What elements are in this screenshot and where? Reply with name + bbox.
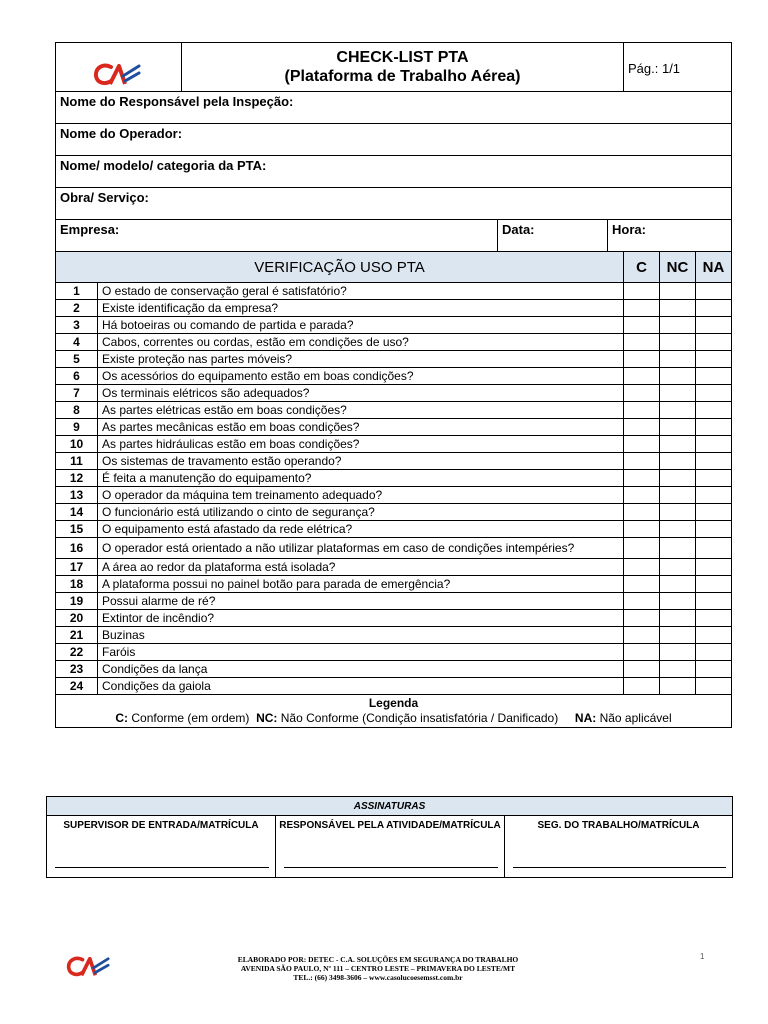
checkbox-nc[interactable]: [660, 661, 696, 678]
table-row: [56, 559, 732, 576]
checkbox-nc[interactable]: [660, 436, 696, 453]
item-question: As partes hidráulicas estão em boas condições?: [98, 436, 624, 453]
checklist-table: [55, 42, 732, 728]
signature-line: [513, 867, 726, 868]
item-number: 14: [56, 504, 98, 521]
checkbox-na[interactable]: [696, 644, 732, 661]
legend-c-key: C:: [115, 711, 129, 725]
obra-field[interactable]: Obra/ Serviço:: [56, 188, 732, 220]
table-row: [56, 368, 732, 385]
footer-line-1: ELABORADO POR: DETEC - C.A. SOLUÇÕES EM SEGURANÇA DO TRABALHO: [237, 955, 519, 964]
item-number: 15: [56, 521, 98, 538]
checkbox-c[interactable]: [624, 368, 660, 385]
checkbox-na[interactable]: [696, 334, 732, 351]
item-question: Extintor de incêndio?: [98, 610, 624, 627]
item-number: 21: [56, 627, 98, 644]
data-field[interactable]: Data:: [498, 220, 608, 252]
table-row: [56, 644, 732, 661]
item-number: 5: [56, 351, 98, 368]
title-line-1: CHECK-LIST PTA: [336, 49, 469, 66]
checkbox-na[interactable]: [696, 538, 732, 559]
table-row: [56, 521, 732, 538]
item-question: Buzinas: [98, 627, 624, 644]
table-row: [56, 538, 732, 559]
table-row: [56, 487, 732, 504]
checkbox-nc[interactable]: [660, 402, 696, 419]
table-row: [56, 627, 732, 644]
footer: [190, 955, 566, 982]
checkbox-na[interactable]: [696, 385, 732, 402]
table-row: [56, 610, 732, 627]
checkbox-c[interactable]: [624, 487, 660, 504]
col-header-nc: NC: [660, 252, 696, 283]
checkbox-nc[interactable]: [660, 576, 696, 593]
table-row: [56, 351, 732, 368]
signatures-table: [46, 796, 733, 878]
checkbox-na[interactable]: [696, 576, 732, 593]
legend-nc-text: Não Conforme (Condição insatisfatória / Danificado): [280, 711, 559, 725]
item-number: 18: [56, 576, 98, 593]
checkbox-c[interactable]: [624, 610, 660, 627]
document-title: [182, 43, 624, 92]
table-row: [56, 300, 732, 317]
checkbox-nc[interactable]: [660, 368, 696, 385]
checkbox-c[interactable]: [624, 385, 660, 402]
signature-supervisor[interactable]: [47, 816, 276, 878]
legend-text: [60, 711, 727, 726]
checkbox-nc[interactable]: [660, 678, 696, 695]
checkbox-c[interactable]: [624, 627, 660, 644]
legend-na-text: Não aplicável: [599, 711, 672, 725]
item-question: A plataforma possui no painel botão para parada de emergência?: [98, 576, 624, 593]
signature-line: [284, 867, 498, 868]
checkbox-nc[interactable]: [660, 538, 696, 559]
checkbox-c[interactable]: [624, 644, 660, 661]
table-row: [56, 453, 732, 470]
item-number: 22: [56, 644, 98, 661]
table-row: [56, 385, 732, 402]
item-number: 20: [56, 610, 98, 627]
checkbox-nc[interactable]: [660, 644, 696, 661]
item-question: Existe proteção nas partes móveis?: [98, 351, 624, 368]
item-question: Possui alarme de ré?: [98, 593, 624, 610]
checkbox-na[interactable]: [696, 351, 732, 368]
checkbox-c[interactable]: [624, 538, 660, 559]
item-number: 4: [56, 334, 98, 351]
checkbox-nc[interactable]: [660, 593, 696, 610]
checklist-items: [56, 283, 732, 695]
item-number: 7: [56, 385, 98, 402]
item-number: 2: [56, 300, 98, 317]
checkbox-na[interactable]: [696, 559, 732, 576]
checkbox-c[interactable]: [624, 436, 660, 453]
checkbox-nc[interactable]: [660, 521, 696, 538]
signature-line: [55, 867, 269, 868]
item-question: É feita a manutenção do equipamento?: [98, 470, 624, 487]
checkbox-na[interactable]: [696, 521, 732, 538]
item-number: 19: [56, 593, 98, 610]
table-row: [56, 334, 732, 351]
checkbox-c[interactable]: [624, 283, 660, 300]
signature-responsavel-label: RESPONSÁVEL PELA ATIVIDADE/MATRÍCULA: [279, 820, 501, 831]
item-question: O operador está orientado a não utilizar plataformas em caso de condições intempéries?: [98, 538, 624, 559]
hora-field[interactable]: Hora:: [608, 220, 732, 252]
legend-title: Legenda: [368, 696, 419, 710]
checkbox-c[interactable]: [624, 559, 660, 576]
modelo-field[interactable]: Nome/ modelo/ categoria da PTA:: [56, 156, 732, 188]
item-question: As partes mecânicas estão em boas condições?: [98, 419, 624, 436]
item-question: Os terminais elétricos são adequados?: [98, 385, 624, 402]
legend-na-key: NA:: [574, 711, 597, 725]
item-question: Cabos, correntes ou cordas, estão em condições de uso?: [98, 334, 624, 351]
item-number: 6: [56, 368, 98, 385]
item-number: 11: [56, 453, 98, 470]
table-row: [56, 504, 732, 521]
checkbox-na[interactable]: [696, 453, 732, 470]
checkbox-nc[interactable]: [660, 504, 696, 521]
checkbox-na[interactable]: [696, 317, 732, 334]
checkbox-nc[interactable]: [660, 487, 696, 504]
checkbox-na[interactable]: [696, 487, 732, 504]
checkbox-na[interactable]: [696, 436, 732, 453]
item-number: 3: [56, 317, 98, 334]
item-question: As partes elétricas estão em boas condições?: [98, 402, 624, 419]
item-number: 16: [56, 538, 98, 559]
checkbox-c[interactable]: [624, 300, 660, 317]
empresa-field[interactable]: Empresa:: [56, 220, 498, 252]
table-row: [56, 419, 732, 436]
page-indicator: Pág.: 1/1: [624, 43, 732, 92]
checkbox-c[interactable]: [624, 334, 660, 351]
table-row: [56, 678, 732, 695]
checkbox-nc[interactable]: [660, 627, 696, 644]
table-row: [56, 317, 732, 334]
verification-title: VERIFICAÇÃO USO PTA: [56, 252, 624, 283]
checkbox-c[interactable]: [624, 504, 660, 521]
legend: [56, 695, 732, 728]
checkbox-nc[interactable]: [660, 610, 696, 627]
checkbox-c[interactable]: [624, 453, 660, 470]
table-row: [56, 436, 732, 453]
legend-c-text: Conforme (em ordem): [131, 711, 250, 725]
item-number: 8: [56, 402, 98, 419]
item-question: Faróis: [98, 644, 624, 661]
checkbox-nc[interactable]: [660, 334, 696, 351]
item-question: O equipamento está afastado da rede elétrica?: [98, 521, 624, 538]
title-line-2: (Plataforma de Trabalho Aérea): [284, 68, 521, 85]
item-question: O funcionário está utilizando o cinto de segurança?: [98, 504, 624, 521]
checkbox-na[interactable]: [696, 661, 732, 678]
item-number: 13: [56, 487, 98, 504]
checkbox-c[interactable]: [624, 470, 660, 487]
item-number: 23: [56, 661, 98, 678]
checkbox-c[interactable]: [624, 593, 660, 610]
signature-responsavel[interactable]: [276, 816, 505, 878]
footer-logo: [66, 955, 110, 984]
item-number: 24: [56, 678, 98, 695]
checkbox-na[interactable]: [696, 593, 732, 610]
item-question: A área ao redor da plataforma está isolada?: [98, 559, 624, 576]
checkbox-c[interactable]: [624, 419, 660, 436]
checkbox-na[interactable]: [696, 470, 732, 487]
item-question: Há botoeiras ou comando de partida e parada?: [98, 317, 624, 334]
item-number: 17: [56, 559, 98, 576]
checkbox-c[interactable]: [624, 402, 660, 419]
col-header-c: C: [624, 252, 660, 283]
item-number: 10: [56, 436, 98, 453]
logo-cell: [56, 43, 182, 92]
table-row: [56, 576, 732, 593]
page-number: 1: [700, 952, 705, 961]
signature-seg-trabalho-label: SEG. DO TRABALHO/MATRÍCULA: [537, 820, 700, 831]
responsavel-field[interactable]: Nome do Responsável pela Inspeção:: [56, 92, 732, 124]
item-question: Existe identificação da empresa?: [98, 300, 624, 317]
checkbox-c[interactable]: [624, 661, 660, 678]
checkbox-nc[interactable]: [660, 351, 696, 368]
footer-line-2: AVENIDA SÃO PAULO, Nº 111 – CENTRO LESTE – PRIMAVERA DO LESTE/MT: [240, 964, 516, 973]
footer-line-3: TEL.: (66) 3498-3606 – www.casolucoesemsst.com.br: [293, 973, 463, 982]
checkbox-nc[interactable]: [660, 419, 696, 436]
checkbox-nc[interactable]: [660, 559, 696, 576]
checkbox-nc[interactable]: [660, 317, 696, 334]
checkbox-na[interactable]: [696, 504, 732, 521]
checkbox-na[interactable]: [696, 678, 732, 695]
item-number: 12: [56, 470, 98, 487]
checkbox-nc[interactable]: [660, 385, 696, 402]
checkbox-na[interactable]: [696, 419, 732, 436]
item-number: 1: [56, 283, 98, 300]
signature-supervisor-label: SUPERVISOR DE ENTRADA/MATRÍCULA: [63, 820, 259, 831]
table-row: [56, 283, 732, 300]
checkbox-nc[interactable]: [660, 283, 696, 300]
item-question: Os acessórios do equipamento estão em boas condições?: [98, 368, 624, 385]
signature-seg-trabalho[interactable]: [505, 816, 733, 878]
item-question: O estado de conservação geral é satisfatório?: [98, 283, 624, 300]
item-number: 9: [56, 419, 98, 436]
checkbox-nc[interactable]: [660, 300, 696, 317]
table-row: [56, 593, 732, 610]
legend-nc-key: NC:: [256, 711, 278, 725]
checkbox-c[interactable]: [624, 351, 660, 368]
checkbox-na[interactable]: [696, 368, 732, 385]
signatures-title: ASSINATURAS: [47, 797, 733, 816]
item-question: Condições da gaiola: [98, 678, 624, 695]
checkbox-c[interactable]: [624, 317, 660, 334]
checkbox-na[interactable]: [696, 300, 732, 317]
checkbox-nc[interactable]: [660, 453, 696, 470]
item-question: Os sistemas de travamento estão operando?: [98, 453, 624, 470]
table-row: [56, 470, 732, 487]
checkbox-na[interactable]: [696, 402, 732, 419]
col-header-na: NA: [696, 252, 732, 283]
checkbox-nc[interactable]: [660, 470, 696, 487]
checkbox-c[interactable]: [624, 521, 660, 538]
checkbox-na[interactable]: [696, 627, 732, 644]
table-row: [56, 402, 732, 419]
checkbox-c[interactable]: [624, 678, 660, 695]
item-question: Condições da lança: [98, 661, 624, 678]
operador-field[interactable]: Nome do Operador:: [56, 124, 732, 156]
checkbox-na[interactable]: [696, 610, 732, 627]
checkbox-c[interactable]: [624, 576, 660, 593]
table-row: [56, 661, 732, 678]
item-question: O operador da máquina tem treinamento adequado?: [98, 487, 624, 504]
checkbox-na[interactable]: [696, 283, 732, 300]
